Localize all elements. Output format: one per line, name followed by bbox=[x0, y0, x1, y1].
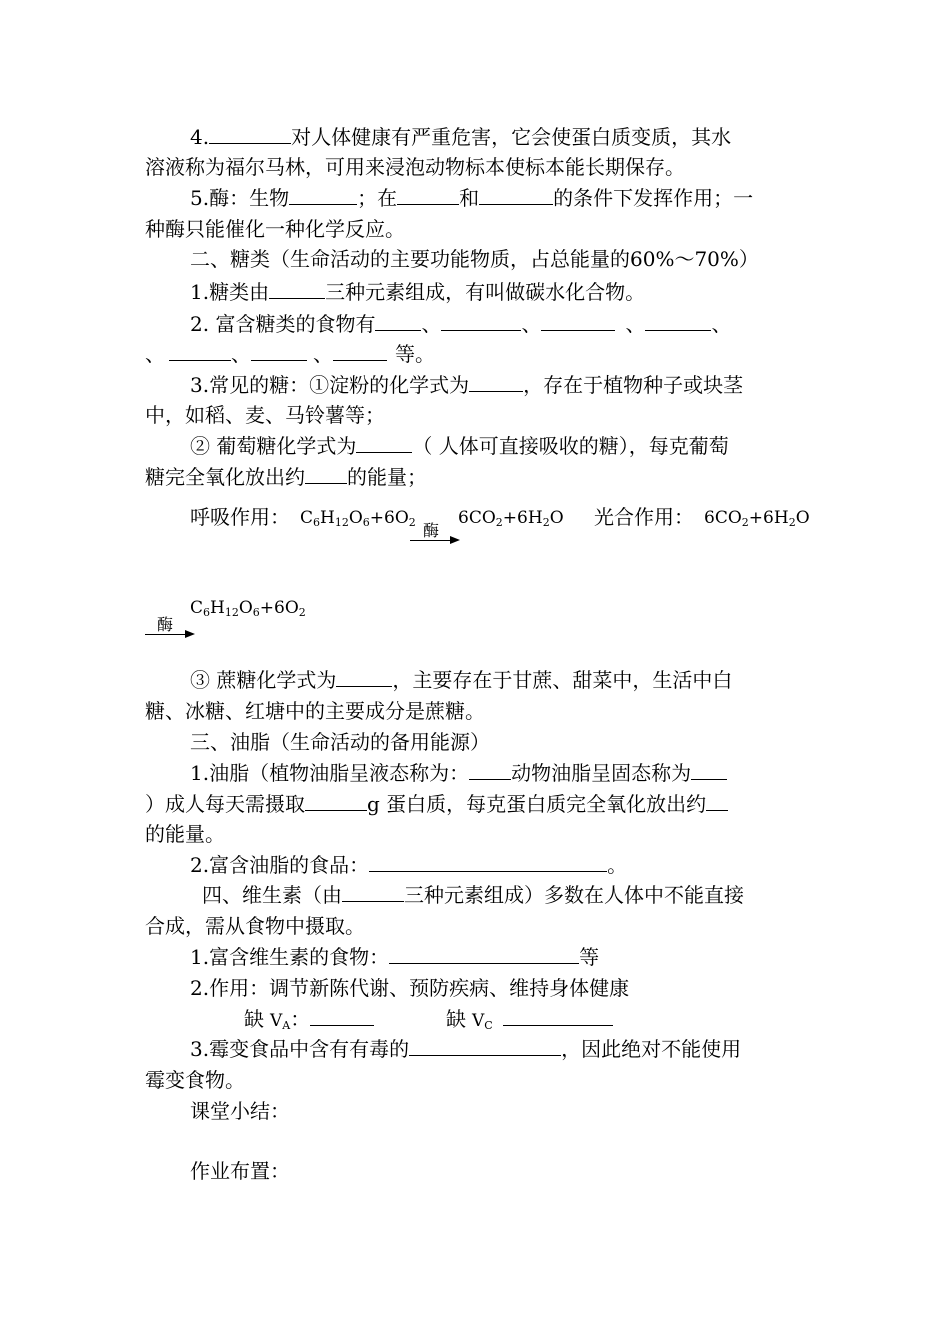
s3-item1-text-4: g 蛋白质，每克蛋白质完全氧化放出约 bbox=[367, 792, 707, 816]
s4-item2: 2.作用：调节新陈代谢、预防疾病、维持身体健康 bbox=[190, 976, 630, 1000]
s2-item2-sep-2: 、 bbox=[521, 312, 542, 336]
section3-heading: 三、油脂（生命活动的备用能源） bbox=[190, 730, 490, 754]
s2-item2-sep-4: 、 bbox=[711, 312, 732, 336]
q4-text: 对人体健康有严重危害，它会使蛋白质变质，其水 bbox=[291, 125, 732, 149]
q4-line1 bbox=[190, 125, 731, 149]
section2-heading: 二、糖类（生命活动的主要功能物质，占总能量的60%～70%） bbox=[190, 247, 759, 271]
q5-text-4: 的条件下发挥作用；一 bbox=[553, 186, 754, 210]
s4-item1 bbox=[190, 945, 599, 969]
q5-text-2: ；在 bbox=[357, 186, 398, 210]
glucose-text-4: 的能量； bbox=[347, 465, 427, 489]
q5-blank-2[interactable] bbox=[397, 186, 459, 205]
vitamin-foods-blank[interactable] bbox=[389, 945, 579, 964]
enzyme-label: 酶 bbox=[157, 615, 174, 634]
respiration-label: 呼吸作用： bbox=[190, 505, 290, 529]
arrow-shaft bbox=[410, 540, 452, 541]
s2-item3-text-1: 3.常见的糖：①淀粉的化学式为 bbox=[190, 373, 470, 397]
q5-text-1: 5.酶：生物 bbox=[190, 186, 290, 210]
glucose-line2 bbox=[145, 465, 427, 489]
q5-line1 bbox=[190, 186, 753, 210]
s2-item2-sep-5: 、 bbox=[145, 342, 165, 366]
s3-item1-line1 bbox=[190, 761, 727, 785]
q5-text-3: 和 bbox=[459, 186, 480, 210]
s3-item1-text-2: 动物油脂呈固态称为 bbox=[511, 761, 692, 785]
s3-item2-text: 2.富含油脂的食品： bbox=[190, 853, 370, 877]
s2-item2-blank-5[interactable] bbox=[169, 342, 231, 361]
respiration-reactants: $C_6H_{12}O_6+6O_2$ bbox=[300, 508, 416, 529]
glucose-line1 bbox=[190, 434, 729, 458]
q5-blank-3[interactable] bbox=[479, 186, 553, 205]
s2-item2-blank-3[interactable] bbox=[541, 312, 615, 331]
arrow-head bbox=[450, 536, 460, 544]
lack-vc: 缺 $V_C$ bbox=[446, 1007, 613, 1033]
sucrose-formula-blank[interactable] bbox=[336, 668, 392, 687]
s2-item2-blank-4[interactable] bbox=[645, 312, 711, 331]
s2-item1-blank[interactable] bbox=[269, 280, 325, 299]
s2-item3-line2: 中，如稻、麦、马铃薯等； bbox=[145, 403, 385, 427]
section4-heading-b: 三种元素组成）多数在人体中不能直接 bbox=[404, 883, 744, 907]
s2-item2-line1 bbox=[190, 312, 731, 336]
s2-item3-text-2: ，存在于植物种子或块茎 bbox=[523, 373, 744, 397]
photosynthesis-reactants: $6CO_2+6H_2O$ bbox=[704, 508, 810, 529]
s4-item1-end: 等 bbox=[579, 945, 600, 969]
s2-item2-blank-1[interactable] bbox=[375, 312, 421, 331]
s2-item1-text-1: 1.糖类由 bbox=[190, 280, 270, 304]
respiration-products: $6CO_2+6H_2O$ bbox=[458, 508, 564, 529]
sucrose-text-2: ，主要存在于甘蔗、甜菜中，生活中白 bbox=[392, 668, 733, 692]
s2-item2-end: 等。 bbox=[395, 342, 435, 366]
vitamin-c-blank[interactable] bbox=[503, 1007, 613, 1026]
glucose-energy-blank[interactable] bbox=[305, 465, 347, 484]
fat-foods-blank[interactable] bbox=[369, 853, 607, 872]
vitamin-elements-blank[interactable] bbox=[342, 883, 404, 902]
s3-item2 bbox=[190, 853, 627, 877]
s2-item1-text-2: 三种元素组成，有叫做碳水化合物。 bbox=[325, 280, 646, 304]
s2-item2-blank-6[interactable] bbox=[251, 342, 307, 361]
s2-item2-blank-7[interactable] bbox=[333, 342, 387, 361]
s4-item3-text-2: ，因此绝对不能使用 bbox=[561, 1037, 742, 1061]
s3-item2-end: 。 bbox=[607, 853, 628, 877]
s3-item1-text-1: 1.油脂（植物油脂呈液态称为： bbox=[190, 761, 470, 785]
sucrose-line1 bbox=[190, 668, 732, 692]
s2-item2-sep-3: 、 bbox=[625, 312, 646, 336]
protein-grams-blank[interactable] bbox=[305, 792, 367, 811]
toxin-blank[interactable] bbox=[409, 1037, 561, 1056]
respiration-arrow bbox=[410, 522, 460, 544]
s3-item1-line3: 的能量。 bbox=[145, 822, 225, 846]
animal-fat-blank[interactable] bbox=[691, 761, 727, 780]
s4-item3-line1 bbox=[190, 1037, 741, 1061]
arrow-head bbox=[185, 630, 195, 638]
q4-line2: 溶液称为福尔马林，可用来浸泡动物标本使标本能长期保存。 bbox=[145, 155, 685, 179]
s2-item2-blank-2[interactable] bbox=[441, 312, 521, 331]
s2-item2-text: 2. 富含糖类的食物有 bbox=[190, 312, 376, 336]
s2-item2-sep-1: 、 bbox=[421, 312, 442, 336]
glucose-formula-blank[interactable] bbox=[356, 434, 412, 453]
vitamin-a-blank[interactable] bbox=[310, 1007, 374, 1026]
s2-item2-line2 bbox=[145, 342, 435, 366]
s3-item1-text-3: ）成人每天需摄取 bbox=[145, 792, 305, 816]
q4-blank[interactable] bbox=[209, 125, 291, 144]
glucose-text-2: （ 人体可直接吸收的糖），每克葡萄 bbox=[412, 434, 729, 458]
arrow-shaft bbox=[145, 634, 187, 635]
glucose-text-1: ② 葡萄糖化学式为 bbox=[190, 434, 357, 458]
vegetable-oil-blank[interactable] bbox=[469, 761, 511, 780]
s4-item1-text: 1.富含维生素的食物： bbox=[190, 945, 390, 969]
starch-formula-blank[interactable] bbox=[469, 373, 523, 392]
q5-blank-1[interactable] bbox=[289, 186, 357, 205]
s2-item1 bbox=[190, 280, 645, 304]
s4-item3-line2: 霉变食物。 bbox=[145, 1068, 245, 1092]
q4-number: 4. bbox=[190, 125, 210, 149]
section4-heading-a: 四、维生素（由 bbox=[202, 883, 342, 907]
photosynthesis-label: 光合作用： bbox=[594, 505, 694, 529]
class-summary-label: 课堂小结： bbox=[190, 1099, 290, 1123]
protein-energy-blank[interactable] bbox=[706, 792, 728, 811]
q5-line2: 种酶只能催化一种化学反应。 bbox=[145, 217, 405, 241]
s3-item1-line2 bbox=[145, 792, 728, 816]
section4-heading-line1 bbox=[202, 883, 744, 907]
s2-item3-line1 bbox=[190, 373, 743, 397]
sucrose-line2: 糖、冰糖、红塘中的主要成分是蔗糖。 bbox=[145, 699, 485, 723]
s2-item2-sep-6: 、 bbox=[231, 342, 251, 366]
enzyme-label: 酶 bbox=[423, 521, 440, 540]
glucose-text-3: 糖完全氧化放出约 bbox=[145, 465, 305, 489]
homework-label: 作业布置： bbox=[190, 1159, 290, 1183]
lack-va: 缺 $V_A$： bbox=[244, 1007, 374, 1033]
sucrose-text-1: ③ 蔗糖化学式为 bbox=[190, 668, 337, 692]
s4-item3-text-1: 3.霉变食品中含有有毒的 bbox=[190, 1037, 410, 1061]
photosynthesis-products: $C_6H_{12}O_6+6O_2$ bbox=[190, 598, 306, 619]
section4-heading-line2: 合成，需从食物中摄取。 bbox=[145, 914, 365, 938]
photosynthesis-arrow bbox=[145, 614, 195, 638]
s2-item2-sep-7: 、 bbox=[313, 342, 333, 366]
